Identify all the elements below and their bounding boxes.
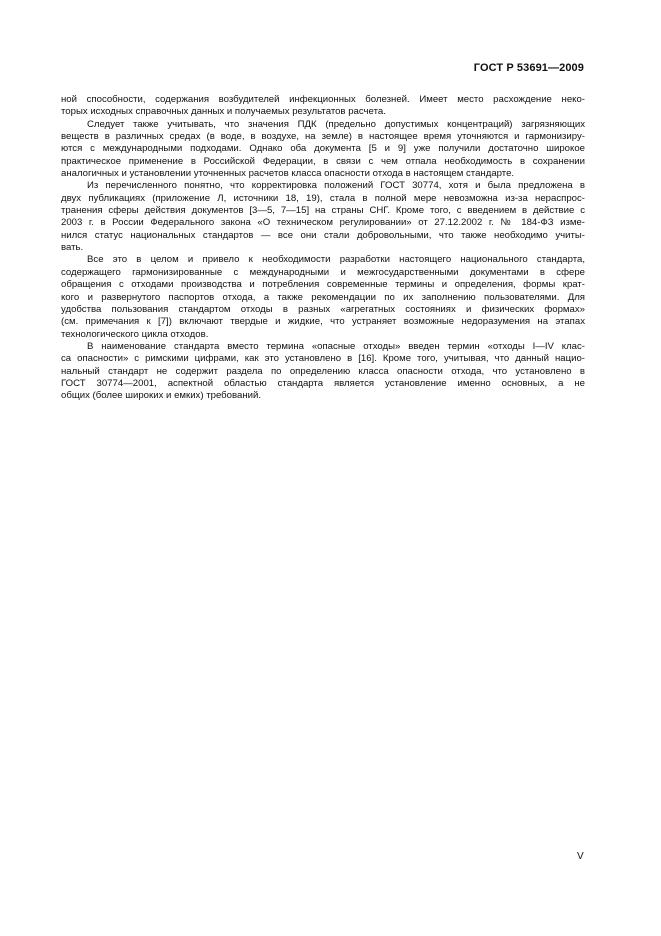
- text-line: удобства пользования стандартом отходы в разных «агрегатных состояниях и физических формах»: [61, 303, 585, 315]
- text-line: содержащего гармонизированные с международными и межгосударственными документами в сфере: [61, 266, 585, 278]
- text-line: торых исходных справочных данных и получаемых результатов расчета.: [61, 106, 386, 118]
- text-line: ГОСТ 30774—2001, аспектной областью стандарта является установление именно основных, а не: [61, 377, 585, 389]
- paragraph-1: [61, 94, 585, 119]
- text-line: веществ в различных средах (в воде, в воздухе, на земле) в настоящее время уточняются и гармонизиру-: [61, 131, 585, 143]
- paragraph-3: [61, 180, 585, 254]
- text-line: Следует также учитывать, что значения ПДК (предельно допустимых концентраций) загрязняющих: [87, 118, 585, 130]
- page-number: V: [577, 851, 584, 862]
- text-line: Все это в целом и привело к необходимости разработки настоящего национального стандарта,: [87, 254, 585, 266]
- body-text: [61, 94, 585, 403]
- paragraph-4: [61, 254, 585, 340]
- text-line: общих (более широких и емких) требований.: [61, 390, 262, 402]
- text-line: нальный стандарт не содержит раздела по определению класса опасности отхода, что установлено в: [61, 365, 585, 377]
- text-line: аналогичных и установлении уточненных расчетов класса опасности отхода в настоящем стандарте.: [61, 168, 515, 180]
- text-line: ются с международными подходами. Однако оба документа [5 и 9] уже получили достаточно широкое: [61, 143, 585, 155]
- text-line: (см. примечания к [7]) включают твердые и жидкие, что устраняет возможные недоразумения на этапах: [61, 316, 585, 328]
- text-line: нился статус национальных стандартов — все они стали добровольными, что также необходимо учиты-: [61, 229, 585, 241]
- text-line: транения сферы действия документов [3—5, 7—15] на страны СНГ. Кроме того, с введением в действие с: [61, 205, 585, 217]
- text-line: двух публикациях (приложение Л, источники 18, 19), стала в полной мере невозможна из-за нераспрос-: [61, 192, 585, 204]
- paragraph-2: [61, 119, 585, 181]
- text-line: обращения с отходами производства и потребления современные термины и определения, формы крат-: [61, 279, 585, 291]
- text-line: В наименование стандарта вместо термина «опасные отходы» введен термин «отходы I—IV клас-: [87, 340, 585, 352]
- text-line: са опасности» с римскими цифрами, как это установлено в [16]. Кроме того, учитывая, что данный нацио-: [61, 353, 585, 365]
- paragraph-5: [61, 341, 585, 403]
- text-line: Из перечисленного понятно, что корректировка положений ГОСТ 30774, хотя и была предложена в: [87, 180, 585, 192]
- document-code-header: ГОСТ Р 53691—2009: [473, 62, 584, 74]
- text-line: кого и развернутого паспортов отхода, а также рекомендации по их заполнению пользователями. Для: [61, 291, 585, 303]
- text-line: ной способности, содержания возбудителей инфекционных болезней. Имеет место расхождение неко-: [61, 94, 585, 105]
- text-line: 2003 г. в России Федерального закона «О техническом регулировании» от 27.12.2002 г. № 184-ФЗ изме-: [61, 217, 585, 229]
- text-line: вать.: [61, 242, 84, 254]
- text-line: технологического цикла отходов.: [61, 328, 209, 340]
- text-line: практическое применение в Российской Федерации, в связи с чем отпала необходимость в сохранении: [61, 155, 585, 167]
